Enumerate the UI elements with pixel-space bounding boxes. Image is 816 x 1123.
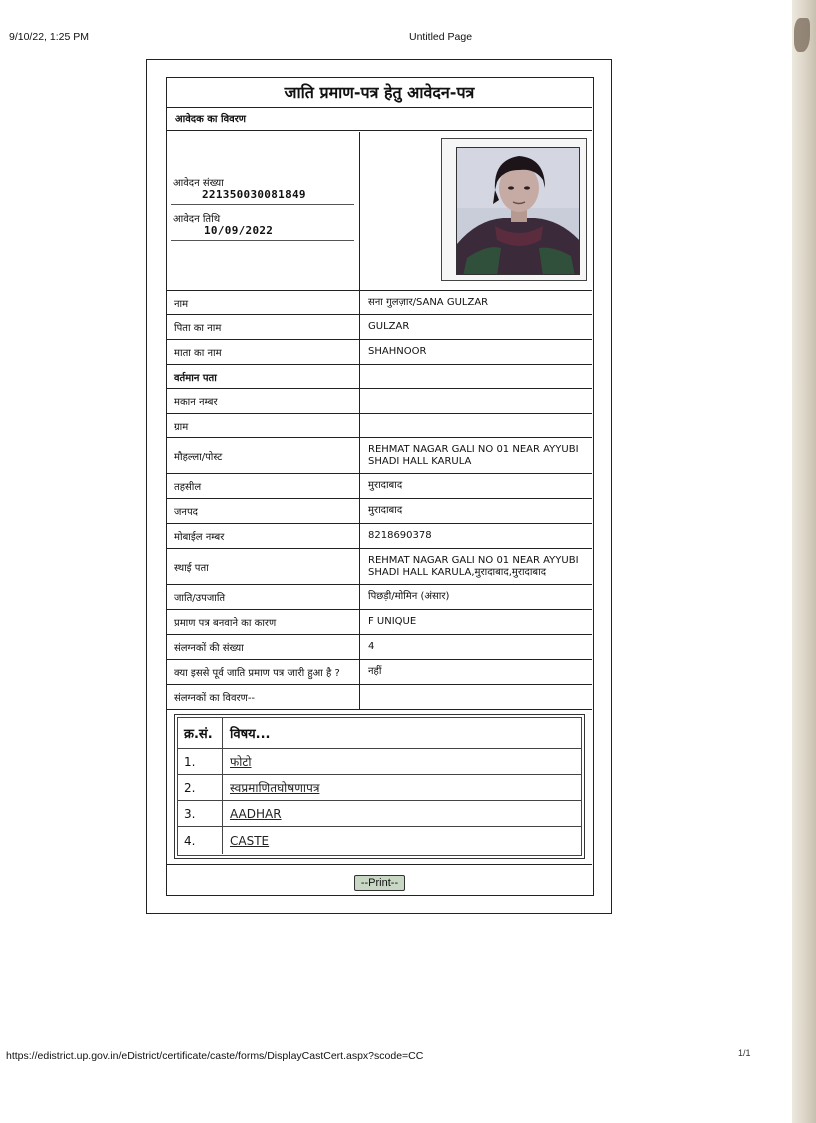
field-label: वर्तमान पता: [167, 365, 360, 388]
photo-cell: [360, 132, 592, 291]
row-house-number: [167, 389, 592, 414]
row-name: [167, 291, 592, 315]
table-row: [178, 749, 581, 775]
field-label: माता का नाम: [167, 340, 360, 364]
field-value: सना गुलज़ार/SANA GULZAR: [368, 296, 489, 308]
field-value: [360, 389, 592, 413]
field-value: 8218690378: [368, 530, 432, 541]
section-applicant-details: आवेदक का विवरण: [167, 109, 592, 131]
field-value: GULZAR: [368, 321, 410, 332]
field-value: पिछड़ी/मोमिन (अंसार): [368, 591, 450, 602]
table-row: [178, 801, 581, 827]
table-row: [178, 827, 581, 854]
row-tehsil: [167, 474, 592, 499]
field-value: REHMAT NAGAR GALI NO 01 NEAR AYYUBI SHADI HALL KARULA: [368, 443, 579, 467]
field-label: संलग्नकों का विवरण--: [167, 685, 360, 709]
row-attachment-details: [167, 685, 592, 710]
field-value: नहीं: [368, 666, 382, 677]
field-label: नाम: [167, 291, 360, 314]
row-district: [167, 499, 592, 524]
row-village: [167, 414, 592, 438]
field-value: [360, 365, 592, 388]
print-url: https://edistrict.up.gov.in/eDistrict/certificate/caste/forms/DisplayCastCert.aspx?scode=CC: [6, 1050, 424, 1062]
field-label: पिता का नाम: [167, 315, 360, 339]
form-title: जाति प्रमाण-पत्र हेतु आवेदन-पत्र: [167, 78, 592, 108]
subject-cell: [223, 749, 581, 774]
field-value: मुरादाबाद: [368, 505, 403, 516]
field-value: [360, 414, 592, 437]
form-inner-frame: [166, 77, 594, 896]
attachments-header-row: [178, 718, 581, 749]
subject-cell: [223, 827, 581, 854]
application-info-cell: [167, 132, 360, 291]
print-row: [167, 866, 592, 895]
field-label: जनपद: [167, 499, 360, 523]
row-locality-post: [167, 438, 592, 474]
serial-cell: 1.: [178, 749, 223, 774]
col-serial-header: क्र.सं.: [178, 718, 223, 748]
attachment-link-photo[interactable]: फोटो: [230, 755, 252, 769]
print-page-count: 1/1: [738, 1048, 751, 1058]
field-value: SHAHNOOR: [368, 346, 427, 357]
row-mother-name: [167, 340, 592, 365]
subject-cell: [223, 775, 581, 800]
divider: [171, 240, 354, 241]
field-label: तहसील: [167, 474, 360, 498]
field-value: [360, 685, 592, 709]
row-previous-certificate: [167, 660, 592, 685]
field-label: क्या इससे पूर्व जाति प्रमाण पत्र जारी हुआ है ?: [167, 660, 360, 684]
attachments-table: [174, 714, 585, 859]
application-date-value: 10/09/2022: [204, 224, 274, 237]
row-permanent-address: [167, 549, 592, 585]
attachment-link-self-declaration[interactable]: स्वप्रमाणितघोषणापत्र: [230, 781, 320, 795]
photo-frame: [441, 138, 587, 281]
attachments-section: [167, 710, 592, 865]
field-label: मौहल्ला/पोस्ट: [167, 438, 360, 473]
field-value: 4: [368, 641, 375, 652]
field-label: जाति/उपजाति: [167, 585, 360, 609]
field-label: संलग्नकों की संख्या: [167, 635, 360, 659]
field-label: प्रमाण पत्र बनवाने का कारण: [167, 610, 360, 634]
print-button[interactable]: --Print--: [354, 875, 405, 891]
attachments-table-inner: [177, 717, 582, 856]
field-value: मुरादाबाद: [368, 480, 403, 491]
field-label: मोबाईल नम्बर: [167, 524, 360, 548]
subject-cell: [223, 801, 581, 826]
attachment-link-caste[interactable]: CASTE: [230, 833, 270, 848]
field-label: मकान नम्बर: [167, 389, 360, 413]
form-outer-frame: [146, 59, 612, 914]
row-father-name: [167, 315, 592, 340]
field-value: F UNIQUE: [368, 616, 417, 627]
application-no-value: 221350030081849: [202, 188, 306, 201]
col-subject-header: विषय...: [230, 727, 271, 742]
table-row: [178, 775, 581, 801]
application-date-label: आवेदन तिथि: [173, 214, 221, 225]
print-page-title: Untitled Page: [409, 31, 473, 43]
field-value: REHMAT NAGAR GALI NO 01 NEAR AYYUBI SHADI HALL KARULA,मुरादाबाद,मुरादाबाद: [368, 554, 579, 578]
application-no-label: आवेदन संख्या: [173, 178, 224, 189]
serial-cell: 4.: [178, 827, 223, 854]
row-reason: [167, 610, 592, 635]
field-label: स्थाई पता: [167, 549, 360, 584]
serial-cell: 3.: [178, 801, 223, 826]
field-label: ग्राम: [167, 414, 360, 437]
applicant-photo: [456, 147, 580, 275]
row-current-address: [167, 365, 592, 389]
serial-cell: 2.: [178, 775, 223, 800]
row-attachment-count: [167, 635, 592, 660]
scan-smudge: [794, 18, 810, 52]
row-mobile: [167, 524, 592, 549]
print-datetime: 9/10/22, 1:25 PM: [9, 31, 89, 43]
scan-edge: [792, 0, 816, 1123]
attachment-link-aadhar[interactable]: AADHAR: [230, 806, 282, 821]
divider: [171, 204, 354, 205]
row-caste: [167, 585, 592, 610]
